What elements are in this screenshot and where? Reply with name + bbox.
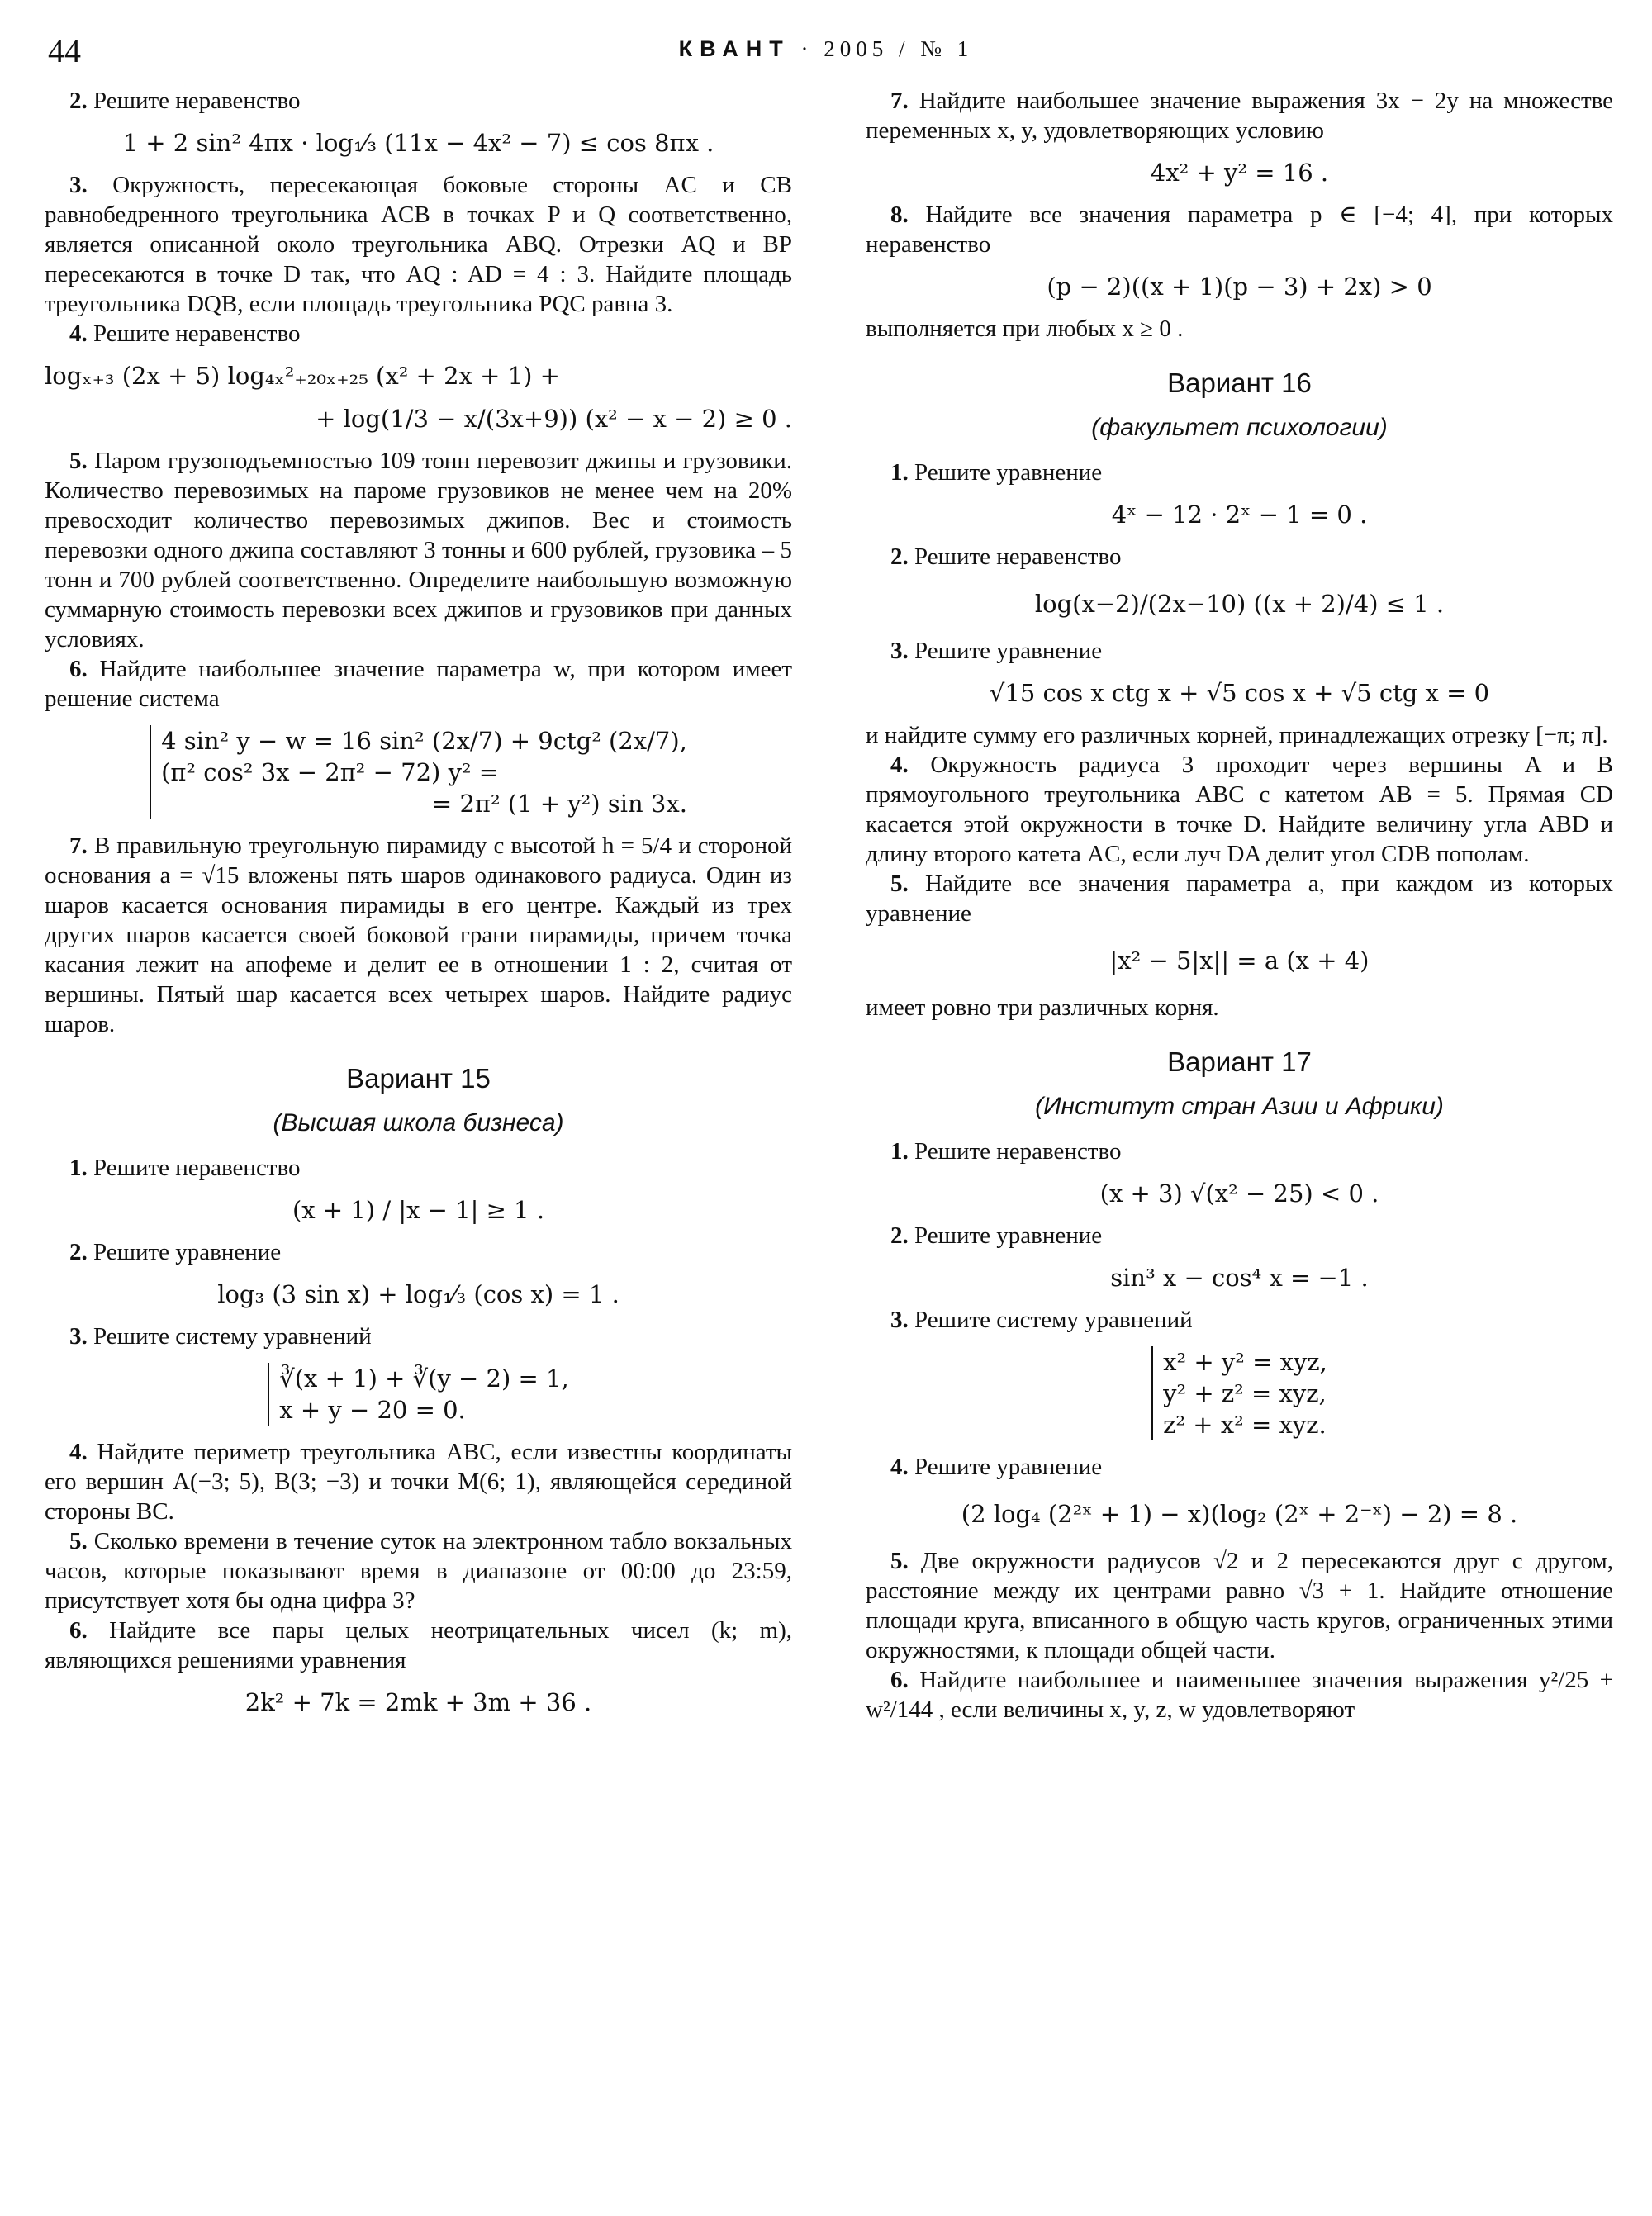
v15-problem-1: 1. Решите неравенство	[69, 1155, 301, 1181]
variant-16-subtitle: (факультет психологии)	[1091, 414, 1388, 441]
v17-system-3-line-3: z² + x² = xyz.	[1163, 1411, 1327, 1439]
v15-problem-4: 4. Найдите периметр треугольника ABC, если известны координаты его вершин A(−3; 5), B(3; −3) и точки M(6; 1), являющейся серединой стороны BC.	[45, 1439, 793, 1525]
problem-2: 2. Решите неравенство	[69, 88, 301, 114]
problem-7: 7. В правильную треугольную пирамиду с высотой h = 5/4 и стороной основания a = √15 вложены пять шаров одинакового радиуса. Один из шаров касается основания пирамиды в его центре. Каждый из трех других шаров касается своей боковой грани пирамиды, причем точка касания лежит на апофеме и делит ее в отношении 1 : 2, считая от вершины. Пятый шар касается всех четырех шаров. Найдите радиус шаров.	[45, 833, 793, 1037]
v15-problem-6: 6. Найдите все пары целых неотрицательных чисел (k; m), являющихся решениями уравнения	[45, 1617, 792, 1673]
problem-4: 4. Решите неравенство	[69, 320, 301, 347]
v17-problem-5: 5. Две окружности радиусов √2 и 2 пересекаются друг с другом, расстояние между их центрами равно √3 + 1. Найдите отношение площади круга, вписанного в общую часть кругов, ограниченных этими окружностями, к площади общей части.	[866, 1548, 1613, 1663]
journal-issue: · 2005 / № 1	[800, 36, 974, 61]
v16-formula-3: √15 cos x ctg x + √5 cos x + √5 ctg x = 0	[989, 679, 1490, 707]
system-6-line-2: (π² cos² 3x − 2π² − 72) y² =	[161, 758, 500, 786]
left-column	[45, 86, 792, 1730]
v16-problem-2: 2. Решите неравенство	[890, 543, 1122, 570]
v17-problem-3: 3. Решите систему уравнений	[890, 1307, 1193, 1333]
problem-3: 3. Окружность, пересекающая боковые стороны AC и CB равнобедренного треугольника ACB в точках P и Q соответственно, является описанной около треугольника ABQ. Отрезки AQ и BP пересекаются в точке D так, что AQ : AD = 4 : 3. Найдите площадь треугольника DQB, если площадь треугольника PQC равна 3.	[45, 172, 792, 317]
formula-4-line-2: + log(1/3 − x/(3x+9)) (x² − x − 2) ≥ 0 .	[316, 405, 792, 433]
variant-16-title: Вариант 16	[1167, 368, 1312, 398]
problem-5: 5. Паром грузоподъемностью 109 тонн перевозит джипы и грузовики. Количество перевозимых на пароме грузовиков не менее чем на 20% превосходит количество перевозимых джипов. Вес и стоимость перевозки одного джипа составляют 3 тонны и 600 рублей, грузовика – 5 тонн и 700 рублей соответственно. Определите наибольшую возможную суммарную стоимость перевозки всех джипов и грузовиков при данных условиях.	[45, 448, 793, 652]
v17-problem-2: 2. Решите уравнение	[890, 1222, 1103, 1249]
v15-formula-6: 2k² + 7k = 2mk + 3m + 36 .	[244, 1688, 592, 1716]
v17-problem-4: 4. Решите уравнение	[890, 1454, 1103, 1480]
page-number: 44	[48, 32, 81, 69]
v17-formula-1: (x + 3) √(x² − 25) < 0 .	[1099, 1179, 1379, 1208]
v15-problem-2: 2. Решите уравнение	[69, 1239, 282, 1265]
journal-title: КВАНТ	[678, 36, 790, 61]
r-formula-8: (p − 2)((x + 1)(p − 3) + 2x) > 0	[1047, 273, 1432, 301]
r-formula-7: 4x² + y² = 16 .	[1150, 159, 1329, 187]
running-head	[0, 36, 1652, 62]
r-problem-7: 7. Найдите наибольшее значение выражения 3x − 2y на множестве переменных x, y, удовлетворяющих условию	[866, 88, 1614, 144]
v16-problem-1: 1. Решите уравнение	[890, 459, 1103, 486]
v17-system-3-line-2: y² + z² = xyz,	[1163, 1379, 1327, 1407]
v17-problem-1: 1. Решите неравенство	[890, 1138, 1122, 1165]
v15-system-3	[45, 1363, 792, 1426]
v15-problem-5: 5. Сколько времени в течение суток на электронном табло вокзальных часов, которые показывают время в диапазоне от 00:00 до 23:59, присутствует хотя бы одна цифра 3?	[45, 1528, 793, 1614]
right-column	[866, 86, 1613, 1725]
formula-4-line-1: logₓ₊₃ (2x + 5) log₄ₓ²₊₂₀ₓ₊₂₅ (x² + 2x + 1) +	[45, 362, 560, 390]
v15-formula-1: (x + 1) / |x − 1| ≥ 1 .	[292, 1196, 545, 1224]
r-problem-8-after: выполняется при любых x ≥ 0 .	[866, 316, 1184, 342]
variant-17-title: Вариант 17	[1167, 1046, 1312, 1077]
v16-formula-2: log(x−2)/(2x−10) ((x + 2)/4) ≤ 1 .	[1034, 590, 1445, 618]
variant-15-title: Вариант 15	[346, 1063, 491, 1094]
problem-6: 6. Найдите наибольшее значение параметра w, при котором имеет решение система	[45, 656, 793, 712]
v16-formula-1: 4ˣ − 12 · 2ˣ − 1 = 0 .	[1111, 501, 1368, 529]
v16-problem-3: 3. Решите уравнение	[890, 638, 1103, 664]
variant-15-subtitle: (Высшая школа бизнеса)	[273, 1109, 564, 1136]
v15-problem-3: 3. Решите систему уравнений	[69, 1323, 372, 1350]
v16-problem-5-after: имеет ровно три различных корня.	[866, 994, 1219, 1021]
v16-problem-5: 5. Найдите все значения параметра a, при каждом из которых уравнение	[866, 871, 1614, 927]
system-6-line-3: = 2π² (1 + y²) sin 3x.	[431, 790, 687, 818]
v15-formula-2: log₃ (3 sin x) + log₁⁄₃ (cos x) = 1 .	[217, 1280, 620, 1308]
v17-formula-2: sin³ x − cos⁴ x = −1 .	[1110, 1264, 1369, 1292]
v15-system-3-line-1: ∛(x + 1) + ∛(y − 2) = 1,	[279, 1364, 569, 1393]
v16-problem-3-after: и найдите сумму его различных корней, принадлежащих отрезку [−π; π].	[866, 722, 1608, 748]
v15-system-3-line-2: x + y − 20 = 0.	[279, 1396, 466, 1424]
v16-formula-5: |x² − 5|x|| = a (x + 4)	[1109, 947, 1370, 975]
v17-system-3	[866, 1346, 1613, 1440]
v17-system-3-line-1: x² + y² = xyz,	[1163, 1348, 1327, 1376]
r-problem-8: 8. Найдите все значения параметра p ∈ [−4; 4], при которых неравенство	[866, 202, 1614, 258]
variant-17-subtitle: (Институт стран Азии и Африки)	[1035, 1093, 1444, 1120]
system-6-line-1: 4 sin² y − w = 16 sin² (2x/7) + 9ctg² (2x/7),	[161, 727, 687, 755]
formula-2: 1 + 2 sin² 4πx · log₁⁄₃ (11x − 4x² − 7) ≤ cos 8πx .	[122, 129, 714, 157]
system-6	[45, 725, 792, 819]
v17-problem-6: 6. Найдите наибольшее и наименьшее значения выражения y²/25 + w²/144 , если величины x, y, z, w удовлетворяют	[866, 1667, 1613, 1723]
v17-formula-4: (2 log₄ (2²ˣ + 1) − x)(log₂ (2ˣ + 2⁻ˣ) − 2) = 8 .	[961, 1500, 1518, 1528]
v16-problem-4: 4. Окружность радиуса 3 проходит через вершины A и B прямоугольного треугольника ABC с катетом AB = 5. Прямая CD касается этой окружности в точке D. Найдите величину угла ABD и длину второго катета AC, если луч DA делит угол CDB пополам.	[866, 752, 1613, 867]
